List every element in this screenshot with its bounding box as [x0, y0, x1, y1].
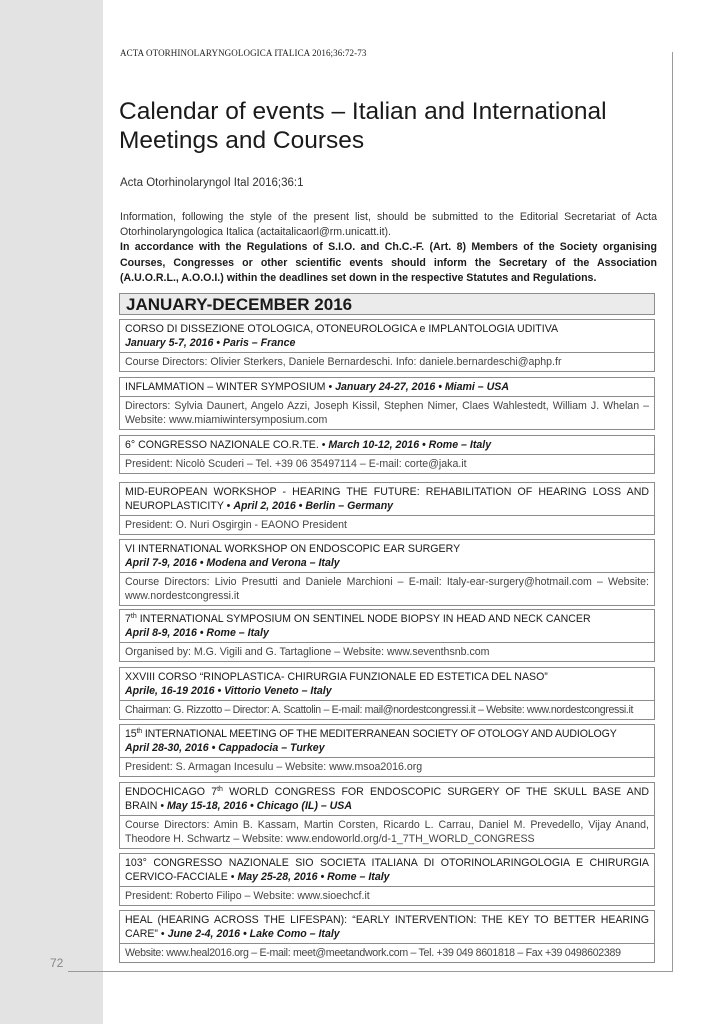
event-details: President: Nicolò Scuderi – Tel. +39 06 35497114 – E-mail: corte@jaka.it [125, 458, 467, 470]
event-details: Website: www.heal2016.org – E-mail: meet@meetandwork.com – Tel. +39 049 8601818 – Fax +39 0498602389 [125, 947, 621, 959]
event-details: President: O. Nuri Osgirgin - EAONO President [125, 519, 347, 531]
event-card [119, 853, 655, 906]
page-gutter [0, 0, 103, 1024]
event-details: Directors: Sylvia Daunert, Angelo Azzi, Joseph Kissil, Stephen Nimer, Claes Wahlestedt, William J. Whelan – Website: www.miamiwintersymposium.com [125, 400, 649, 426]
section-header [119, 293, 655, 315]
event-date-location: March 10-12, 2016 • Rome – Italy [328, 439, 492, 451]
event-card [119, 782, 655, 849]
event-title: HEAL (HEARING ACROSS THE LIFESPAN): “EARLY INTERVENTION: THE KEY TO BETTER HEARING CARE” • [125, 914, 649, 940]
event-details: President: Roberto Filipo – Website: www.sioechcf.it [125, 890, 370, 902]
event-ordinal-suffix: th [130, 613, 137, 620]
event-heading [120, 320, 654, 353]
event-card [119, 435, 655, 474]
event-date-location: January 5-7, 2016 • Paris – France [125, 337, 296, 349]
event-details: Course Directors: Livio Presutti and Daniele Marchioni – E-mail: Italy-ear-surgery@hotmail.com – Website: www.nordestcongressi.it [125, 576, 649, 602]
event-title: VI INTERNATIONAL WORKSHOP ON ENDOSCOPIC EAR SURGERY [125, 543, 461, 555]
event-details: President: S. Armagan Incesulu – Website: www.msoa2016.org [125, 761, 423, 773]
event-details: Chairman: G. Rizzotto – Director: A. Scattolin – E-mail: mail@nordestcongressi.it – Website: www.nordestcongressi.it [125, 704, 634, 716]
event-title: WORLD CONGRESS FOR ENDOSCOPIC SURGERY OF THE SKULL BASE AND BRAIN • [125, 786, 649, 812]
event-card [119, 667, 655, 720]
event-date-location: January 24-27, 2016 • Miami – USA [335, 381, 510, 393]
event-title-prefix: ENDOCHICAGO 7 [125, 786, 218, 798]
event-heading [120, 610, 654, 643]
event-heading [120, 668, 654, 701]
page-title: Calendar of events – Italian and International Meetings and Courses [119, 98, 607, 154]
event-card [119, 377, 655, 430]
event-ordinal: 7 [125, 613, 131, 625]
running-head: ACTA OTORHINOLARYNGOLOGICA ITALICA 2016;36:72-73 [120, 48, 367, 58]
section-title: JANUARY-DECEMBER 2016 [126, 295, 353, 314]
event-heading [120, 378, 654, 397]
intro-text [120, 210, 657, 286]
event-date-location: Aprile, 16-19 2016 • Vittorio Veneto – Italy [125, 685, 332, 697]
event-title: INFLAMMATION – WINTER SYMPOSIUM • [125, 381, 333, 393]
event-title: INTERNATIONAL MEETING OF THE MEDITERRANEAN SOCIETY OF OTOLOGY AND AUDIOLOGY [144, 728, 617, 740]
event-title: 6° CONGRESSO NAZIONALE CO.R.TE. • [125, 439, 326, 451]
event-title: XXVIII CORSO “RINOPLASTICA- CHIRURGIA FUNZIONALE ED ESTETICA DEL NASO” [125, 671, 548, 683]
event-date-location: April 7-9, 2016 • Modena and Verona – Italy [125, 557, 340, 569]
event-card [119, 482, 655, 535]
event-heading [120, 854, 654, 887]
event-card [119, 539, 655, 606]
event-details: Course Directors: Amin B. Kassam, Martin Corsten, Ricardo L. Carrau, Daniel M. Prevedello, Vijay Anand, Theodore H. Schwartz – Website: www.endoworld.org/d-1_7TH_WORLD_CONGRESS [125, 819, 649, 845]
event-title-line [125, 727, 649, 741]
event-title: 103° CONGRESSO NAZIONALE SIO SOCIETA ITALIANA DI OTORINOLARINGOLOGIA E CHIRURGIA CERVICO-FACCIALE • [125, 857, 649, 883]
event-heading [120, 911, 654, 944]
event-heading [120, 783, 654, 816]
event-card [119, 910, 655, 963]
event-ordinal: 15 [125, 728, 137, 740]
event-date-location: June 2-4, 2016 • Lake Como – Italy [167, 928, 340, 940]
event-heading [120, 540, 654, 573]
event-date-location: May 25-28, 2016 • Rome – Italy [237, 871, 390, 883]
event-date-location: April 2, 2016 • Berlin – Germany [233, 500, 394, 512]
event-card [119, 609, 655, 662]
event-card [119, 319, 655, 372]
event-ordinal-suffix: th [136, 728, 143, 735]
page-border-bottom [68, 971, 673, 972]
event-details: Organised by: M.G. Vigili and G. Tartaglione – Website: www.seventhsnb.com [125, 646, 490, 658]
citation: Acta Otorhinolaryngol Ital 2016;36:1 [120, 177, 304, 189]
event-date-location: April 8-9, 2016 • Rome – Italy [125, 627, 269, 639]
event-title: CORSO DI DISSEZIONE OTOLOGICA, OTONEUROLOGICA e IMPLANTOLOGIA UDITIVA [125, 323, 559, 335]
event-heading [120, 483, 654, 516]
event-card [119, 724, 655, 777]
event-title-line [125, 612, 649, 626]
event-heading [120, 436, 654, 455]
event-title: INTERNATIONAL SYMPOSIUM ON SENTINEL NODE BIOPSY IN HEAD AND NECK CANCER [139, 613, 591, 625]
intro-regulations: In accordance with the Regulations of S.I.O. and Ch.C.-F. (Art. 8) Members of the Society organising Courses, Congresses or other scientific events should inform the Secretary of the Association (A.U.O.R.L., A.O.O.I.) within the deadlines set down in the respective Statutes and Regulations. [120, 241, 657, 284]
event-ordinal-suffix: th [217, 786, 223, 793]
event-date-location: April 28-30, 2016 • Cappadocia – Turkey [125, 742, 325, 754]
event-details: Course Directors: Olivier Sterkers, Daniele Bernardeschi. Info: daniele.bernardeschi@aphp.fr [125, 356, 562, 368]
event-title: MID-EUROPEAN WORKSHOP - HEARING THE FUTURE: REHABILITATION OF HEARING LOSS AND NEUROPLASTICITY • [125, 486, 649, 512]
event-heading [120, 725, 654, 758]
page-border-right [672, 52, 673, 972]
page-number: 72 [50, 956, 64, 970]
event-date-location: May 15-18, 2016 • Chicago (IL) – USA [166, 800, 353, 812]
intro-info: Information, following the style of the present list, should be submitted to the Editorial Secretariat of Acta Otorhinolaryngologica Italica (actaitalicaorl@rm.unicatt.it). [120, 211, 657, 239]
